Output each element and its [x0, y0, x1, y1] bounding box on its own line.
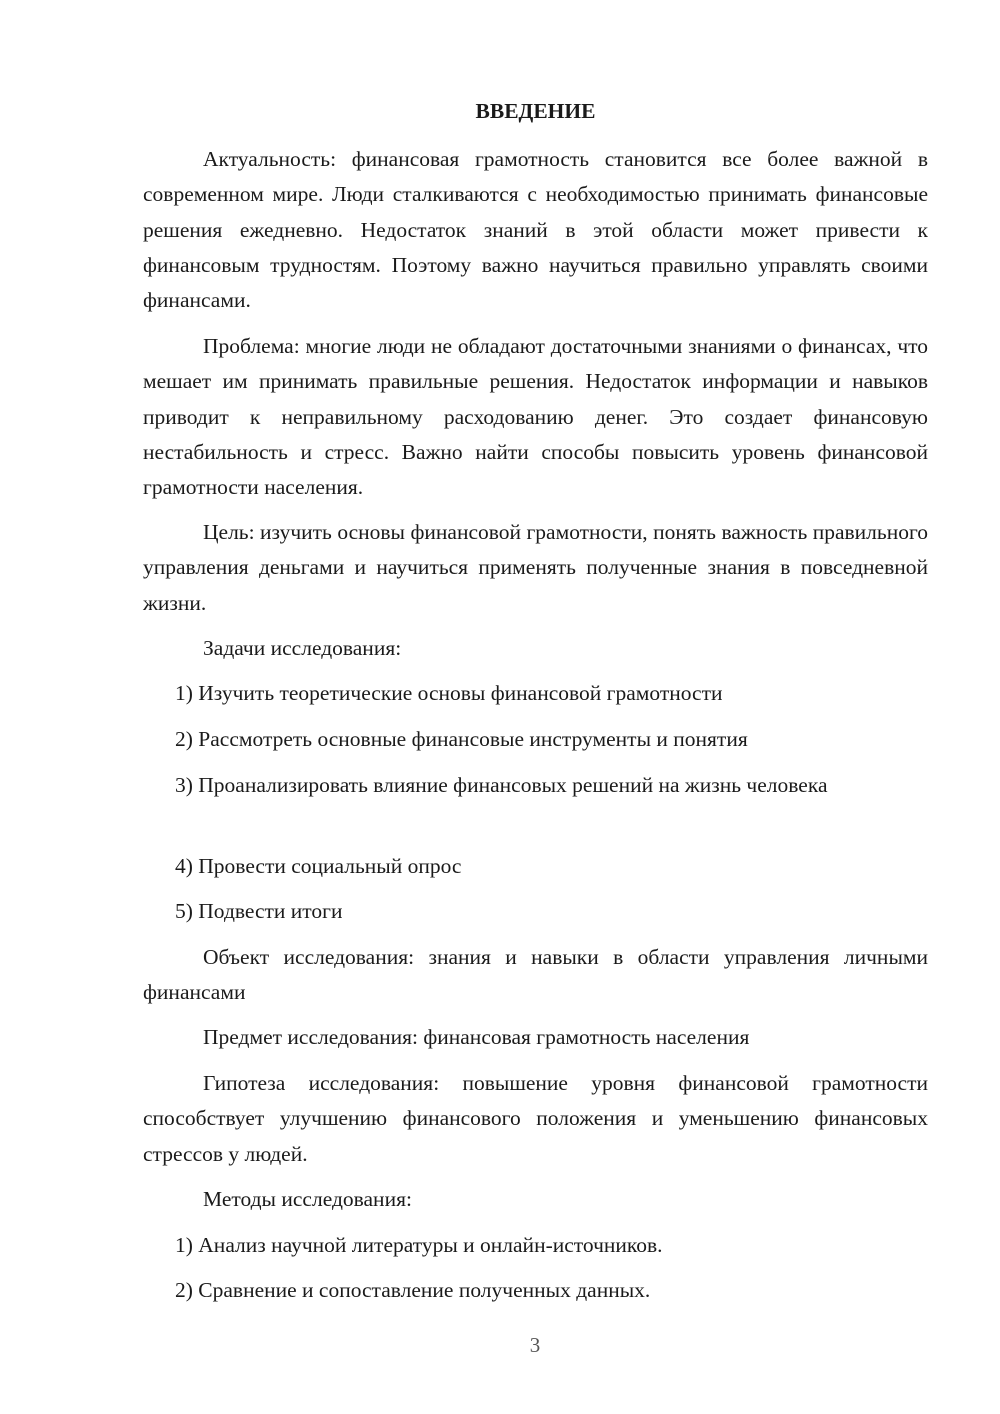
- relevance-paragraph: Актуальность: финансовая грамотность становится все более важной в современном мире. Люди сталкиваются с необходимостью принимать финансовые решения ежедневно. Недостаток знаний в этой области может привести к финансовым трудностям. Поэтому важно научиться правильно управлять своими финансами.: [143, 147, 928, 313]
- task-item: 2) Рассмотреть основные финансовые инструменты и понятия: [175, 727, 748, 751]
- page-number: 3: [529, 1333, 541, 1357]
- subject-paragraph: Предмет исследования: финансовая грамотность населения: [203, 1025, 750, 1049]
- tasks-heading: Задачи исследования:: [203, 636, 402, 660]
- task-item: 5) Подвести итоги: [175, 899, 343, 923]
- goal-paragraph: Цель: изучить основы финансовой грамотности, понять важность правильного управления деньгами и научиться применять полученные знания в повседневной жизни.: [143, 520, 928, 615]
- task-item: 3) Проанализировать влияние финансовых решений на жизнь человека: [175, 773, 828, 797]
- section-title: ВВЕДЕНИЕ: [475, 99, 596, 123]
- problem-paragraph: Проблема: многие люди не обладают достаточными знаниями о финансах, что мешает им принимать правильные решения. Недостаток информации и навыков приводит к неправильному расходованию денег. Это создает финансовую нестабильность и стресс. Важно найти способы повысить уровень финансовой грамотности населения.: [143, 334, 928, 500]
- task-item: 4) Провести социальный опрос: [175, 854, 462, 878]
- hypothesis-paragraph: Гипотеза исследования: повышение уровня финансовой грамотности способствует улучшению финансового положения и уменьшению финансовых стрессов у людей.: [143, 1071, 928, 1166]
- method-item: 2) Сравнение и сопоставление полученных данных.: [175, 1278, 651, 1302]
- methods-heading: Методы исследования:: [203, 1187, 412, 1211]
- method-item: 1) Анализ научной литературы и онлайн-источников.: [175, 1233, 663, 1257]
- task-item: 1) Изучить теоретические основы финансовой грамотности: [175, 681, 723, 705]
- object-paragraph: Объект исследования: знания и навыки в области управления личными финансами: [143, 945, 928, 1005]
